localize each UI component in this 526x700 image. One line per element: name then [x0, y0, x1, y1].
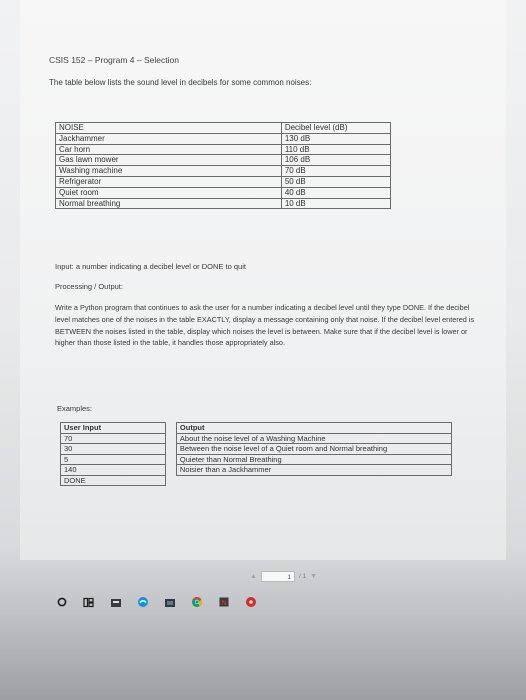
table-row: [61, 465, 452, 476]
table-row: [56, 176, 391, 187]
table-row: [56, 123, 391, 134]
store-icon[interactable]: [163, 596, 176, 609]
noise-cell: Gas lawn mower: [56, 155, 282, 166]
output-cell: [176, 475, 451, 486]
output-cell: About the noise level of a Washing Machine: [176, 433, 451, 444]
output-cell: Noisier than a Jackhammer: [176, 465, 451, 476]
table-row: [61, 475, 452, 486]
svg-text:N: N: [220, 598, 227, 607]
decibel-cell: 10 dB: [281, 198, 390, 209]
page-number-input[interactable]: 1: [261, 571, 295, 582]
arrow-up-icon[interactable]: ▲: [250, 573, 257, 580]
search-circle-icon[interactable]: [55, 596, 68, 609]
input-cell: 5: [61, 454, 166, 465]
table-row: [56, 144, 391, 155]
media-icon[interactable]: [244, 596, 257, 609]
noise-table: [55, 122, 391, 209]
app-icon[interactable]: [217, 596, 230, 609]
table-row: [56, 198, 391, 209]
noise-cell: Jackhammer: [56, 133, 282, 144]
noise-cell: Refrigerator: [56, 176, 282, 187]
decibel-cell: 40 dB: [281, 187, 390, 198]
examples-table: [60, 422, 452, 486]
output-header: Output: [176, 423, 451, 434]
input-cell: DONE: [61, 475, 166, 486]
table-row: [61, 454, 452, 465]
output-cell: Quieter than Normal Breathing: [176, 454, 451, 465]
intro-text: The table below lists the sound level in decibels for some common noises:: [49, 78, 312, 87]
file-explorer-icon[interactable]: [109, 596, 122, 609]
table-row: [56, 133, 391, 144]
table-row: [56, 187, 391, 198]
input-cell: 70: [61, 433, 166, 444]
processing-heading: Processing / Output:: [55, 282, 123, 291]
table-row: [61, 444, 452, 455]
task-view-icon[interactable]: [82, 596, 95, 609]
processing-paragraph: Write a Python program that continues to ask the user for a number indicating a decibel level until they type DONE. If the decibel level matches one of the noises in the table EXACTLY, display a message containing only that noise. If the decibel level entered is BETWEEN the noises listed in the table, display which noises the level is between. Make sure that if the decibel level is lower or higher than those listed in the table, it handles those appropriately also.: [55, 303, 475, 348]
examples-label: Examples:: [57, 404, 93, 413]
input-description: Input: a number indicating a decibel level or DONE to quit: [55, 262, 246, 271]
noise-cell: Quiet room: [56, 187, 282, 198]
input-cell: 30: [61, 444, 166, 455]
decibel-cell: 110 dB: [281, 144, 390, 155]
decibel-cell: 50 dB: [281, 176, 390, 187]
noise-cell: Normal breathing: [56, 198, 282, 209]
table-row: [56, 155, 391, 166]
table-row: [56, 166, 391, 177]
decibel-cell: 70 dB: [281, 166, 390, 177]
page-total: / 1: [298, 573, 307, 580]
output-cell: Between the noise level of a Quiet room and Normal breathing: [176, 444, 451, 455]
decibel-header: Decibel level (dB): [281, 123, 390, 134]
decibel-cell: 106 dB: [281, 155, 390, 166]
taskbar: [55, 590, 305, 614]
table-row: [61, 433, 452, 444]
noise-header: NOISE: [56, 123, 282, 134]
chrome-icon[interactable]: [190, 596, 203, 609]
noise-cell: Washing machine: [56, 166, 282, 177]
arrow-down-icon[interactable]: ▼: [310, 573, 318, 580]
table-row: [61, 423, 452, 434]
document-title: CSIS 152 – Program 4 – Selection: [49, 55, 179, 65]
decibel-cell: 130 dB: [281, 133, 390, 144]
page-navigator: [250, 571, 317, 582]
noise-cell: Car horn: [56, 144, 282, 155]
edge-browser-icon[interactable]: [136, 596, 149, 609]
user-input-header: User Input: [61, 423, 166, 434]
input-cell: 140: [61, 465, 166, 476]
